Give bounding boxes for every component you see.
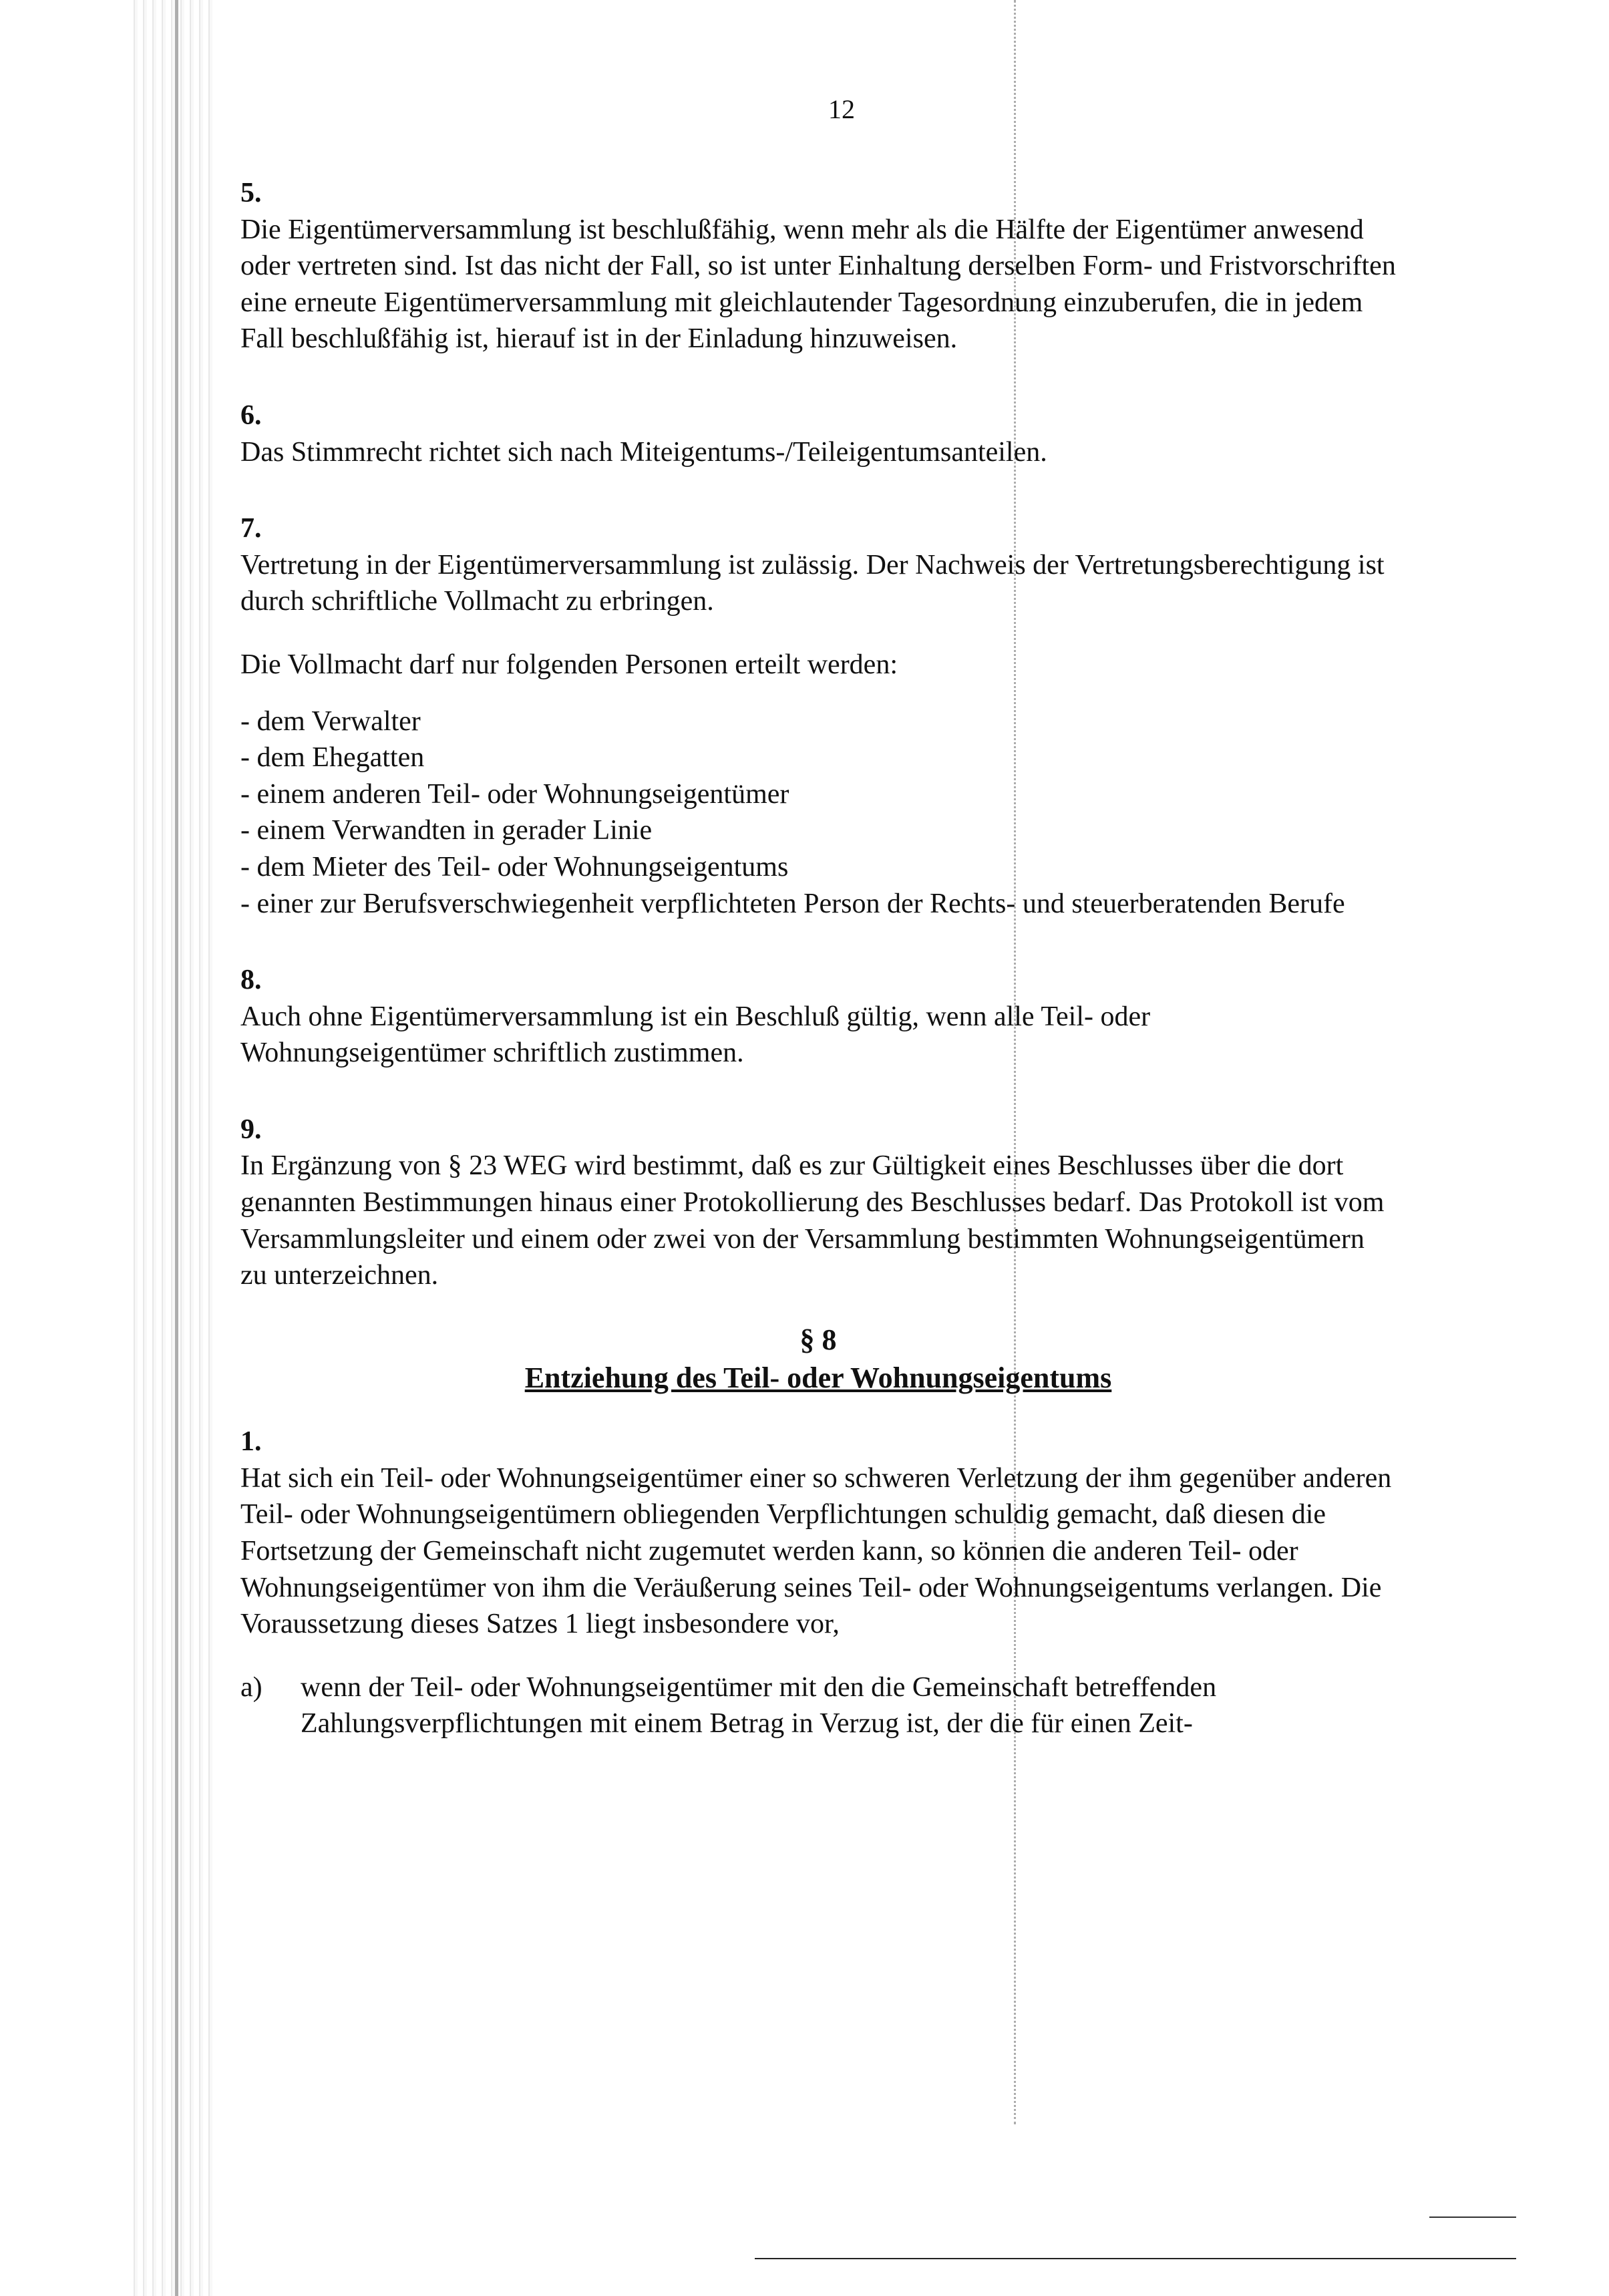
paragraph-number: 5. <box>240 178 262 208</box>
paragraph-9 <box>240 1112 1396 1294</box>
paragraph-text: Die Eigentümerversammlung ist beschlußfähig, wenn mehr als die Hälfte der Eigentümer anwesend oder vertreten sind. Ist das nicht der Fall, so ist unter Einhaltung derselben Form- und Fristvorschriften eine erneute Eigentümerversammlung mit gleichlautender Tagesordnung einzuberufen, die in jedem Fall beschlußfähig ist, hierauf ist in der Einladung hinzuweisen. <box>240 214 1396 355</box>
scan-edge-line <box>175 0 178 2296</box>
paragraph-number: 6. <box>240 399 262 431</box>
paragraph-number: 7. <box>240 513 262 544</box>
paragraph-text: Das Stimmrecht richtet sich nach Miteigentums-/Teileigentumsanteilen. <box>240 436 1047 468</box>
footer-rule-short <box>1429 2217 1516 2218</box>
sub-item-text: wenn der Teil- oder Wohnungseigentümer mit den die Gemeinschaft betreffenden Zahlungsverpflichtungen mit einem Betrag in Verzug ist, der die für einen Zeit- <box>301 1671 1217 1740</box>
paragraph-5 <box>240 175 1396 357</box>
page-number: 12 <box>828 94 855 124</box>
list-item: - dem Mieter des Teil- oder Wohnungseigentums <box>240 849 1396 886</box>
paragraph-number: 9. <box>240 1114 262 1145</box>
paragraph-text: In Ergänzung von § 23 WEG wird bestimmt, daß es zur Gültigkeit eines Beschlusses über die dort genannten Bestimmungen hinaus einer Protokollierung des Beschlusses bedarf. Das Protokoll ist vom Versammlungsleiter und einem oder zwei von der Versammlung bestimmten Wohnungseigentümern zu unterzeichnen. <box>240 1150 1385 1291</box>
sub-item-label: a) <box>240 1671 262 1703</box>
list-item: - dem Verwalter <box>240 703 1396 740</box>
list-item: - dem Ehegatten <box>240 740 1396 776</box>
paragraph-number: 1. <box>240 1426 262 1458</box>
list-item: - einem anderen Teil- oder Wohnungseigentümer <box>240 776 1396 813</box>
list-item: - einer zur Berufsverschwiegenheit verpflichteten Person der Rechts- und steuerberatenden Berufe <box>240 886 1396 923</box>
paragraph-8 <box>240 962 1396 1072</box>
paragraph-7 <box>240 510 1396 922</box>
section-sign: § 8 <box>799 1323 837 1356</box>
document-body <box>240 175 1396 1742</box>
section-paragraph-1 <box>240 1424 1396 1643</box>
paragraph-6 <box>240 397 1396 470</box>
section-heading <box>240 1321 1396 1397</box>
paragraph-text-vollmacht: Die Vollmacht darf nur folgenden Personen erteilt werden: <box>240 649 898 680</box>
scan-edge-shading <box>134 0 214 2296</box>
paragraph-text: Hat sich ein Teil- oder Wohnungseigentümer einer so schweren Verletzung der ihm gegenüber anderen Teil- oder Wohnungseigentümern obliegenden Verpflichtungen schuldig gemacht, daß diesen die Fortsetzung der Gemeinschaft nicht zugemutet werden kann, so können die anderen Teil- oder Wohnungseigentümer von ihm die Veräußerung seines Teil- oder Wohnungseigentums verlangen. Die Voraussetzung dieses Satzes 1 liegt insbesondere vor, <box>240 1462 1392 1640</box>
paragraph-text: Auch ohne Eigentümerversammlung ist ein Beschluß gültig, wenn alle Teil- oder Wohnungseigentümer schriftlich zustimmen. <box>240 1001 1151 1069</box>
sub-item-a <box>240 1669 1396 1742</box>
section-title: Entziehung des Teil- oder Wohnungseigentums <box>524 1361 1112 1395</box>
paragraph-text: Vertretung in der Eigentümerversammlung ist zulässig. Der Nachweis der Vertretungsberechtigung ist durch schriftliche Vollmacht zu erbringen. <box>240 549 1385 617</box>
paragraph-number: 8. <box>240 965 262 996</box>
footer-rule <box>755 2258 1516 2259</box>
list-item: - einem Verwandten in gerader Linie <box>240 812 1396 849</box>
vollmacht-list <box>240 703 1396 923</box>
